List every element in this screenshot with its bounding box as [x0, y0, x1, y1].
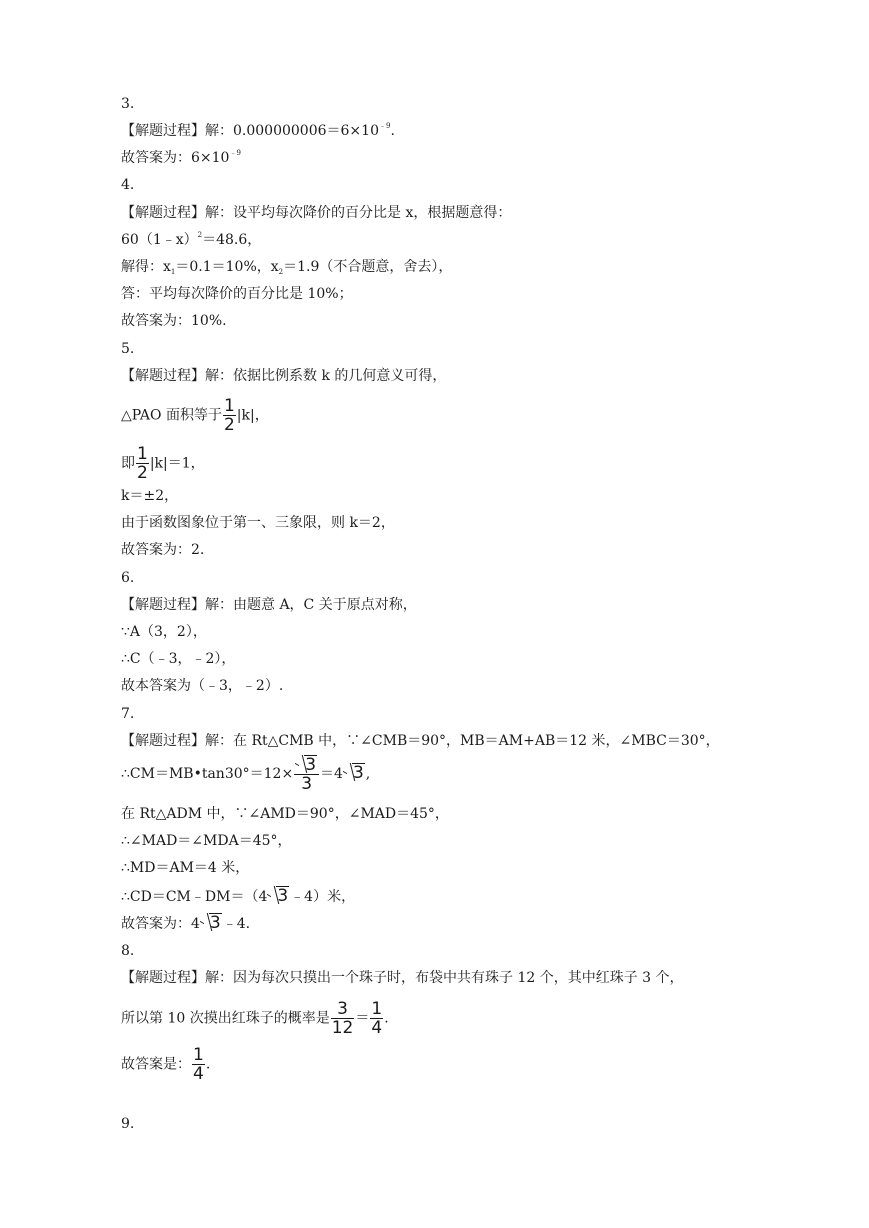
q6-line2: ∵A（3，2），: [121, 624, 207, 640]
q8-line1: 【解题过程】解：因为每次只摸出一个珠子时，布袋中共有珠子 12 个，其中红珠子 3 个，: [121, 970, 684, 986]
q7-line4: ∴∠MAD＝∠MDA＝45°，: [121, 833, 292, 849]
q6-number: 6.: [121, 570, 135, 586]
q5-number: 5.: [121, 341, 135, 357]
q7-answer: 故答案为：4 3 ﹣4.: [121, 913, 251, 933]
q4-answer: 故答案为：10%.: [121, 313, 227, 329]
q7-number: 7.: [121, 706, 135, 722]
q4-number: 4.: [121, 177, 135, 193]
q3-line1: 【解题过程】解：$0.000000006=6\times 10^{﹣9}$.: [121, 122, 395, 139]
q4-line2: 60（1﹣x）$^2$＝48.6，: [121, 231, 262, 248]
q4-line4: 答：平均每次降价的百分比是 10%；: [121, 286, 353, 302]
sqrt-symbol: 3: [267, 886, 289, 905]
q7-line5: ∴MD＝AM＝4 米，: [121, 860, 250, 876]
q5-line4: k＝±2，: [121, 488, 179, 504]
sqrt-symbol: 3: [200, 913, 222, 932]
sqrt-symbol: 3: [295, 755, 317, 774]
q8-answer: 故答案是： $\frac{1}{4}$ .: [121, 1045, 211, 1084]
q6-line3: ∴C（﹣3，﹣2），: [121, 651, 236, 667]
q6-line1: 【解题过程】解：由题意 A，C 关于原点对称，: [121, 597, 417, 613]
q7-line3: 在 Rt△ADM 中，∵∠AMD＝90°，∠MAD＝45°，: [121, 806, 449, 822]
q5-line2: △PAO 面积等于 $\frac{1}{2}$ |k|，: [121, 396, 269, 435]
q8-line2: 所以第 10 次摸出红珠子的概率是 $\frac{3}{12}$ ＝ $\frac{1}{4}$ .: [121, 999, 389, 1038]
fraction: $\frac{1}{2}$: [223, 396, 235, 435]
q4-line1: 【解题过程】解：设平均每次降价的百分比是 x，根据题意得：: [121, 205, 512, 221]
fraction: $\frac{3}{12}$: [331, 999, 354, 1038]
q9-number: 9.: [121, 1116, 135, 1132]
q7-line6: ∴CD＝CM﹣DM＝（4 3 ﹣4）米，: [121, 886, 356, 906]
q5-answer: 故答案为：2.: [121, 542, 205, 558]
fraction: $\frac{1}{4}$: [371, 999, 383, 1038]
q3-number: 3.: [121, 96, 135, 112]
q3-answer: 故答案为：$6\times 10^{﹣9}$: [121, 149, 241, 166]
q5-line3: 即 $\frac{1}{2}$ |k|＝1，: [121, 444, 205, 483]
sqrt-symbol: 3: [343, 763, 365, 782]
q5-line1: 【解题过程】解：依据比例系数 k 的几何意义可得，: [121, 368, 447, 384]
fraction: $\frac{1}{2}$: [137, 444, 148, 483]
q7-line2: ∴CM＝MB•tan30°＝12× $\frac{3}{3}$ ＝4 3 ,: [121, 755, 371, 794]
q7-line1: 【解题过程】解：在 Rt△CMB 中，∵∠CMB＝90°，MB＝AM+AB＝12 米，∠MBC＝30°，: [121, 733, 720, 749]
q5-line5: 由于函数图象位于第一、三象限，则 k＝2，: [121, 515, 395, 531]
q8-number: 8.: [121, 943, 135, 959]
q6-answer: 故本答案为（﹣3，﹣2）.: [121, 678, 284, 694]
fraction: $\frac{1}{4}$: [193, 1045, 204, 1084]
q4-line3: 解得：$x_1=0.1=10\%$，$x_2=1.9$（不合题意，舍去），: [121, 259, 453, 276]
fraction: $\frac{3}{3}$: [294, 755, 319, 793]
